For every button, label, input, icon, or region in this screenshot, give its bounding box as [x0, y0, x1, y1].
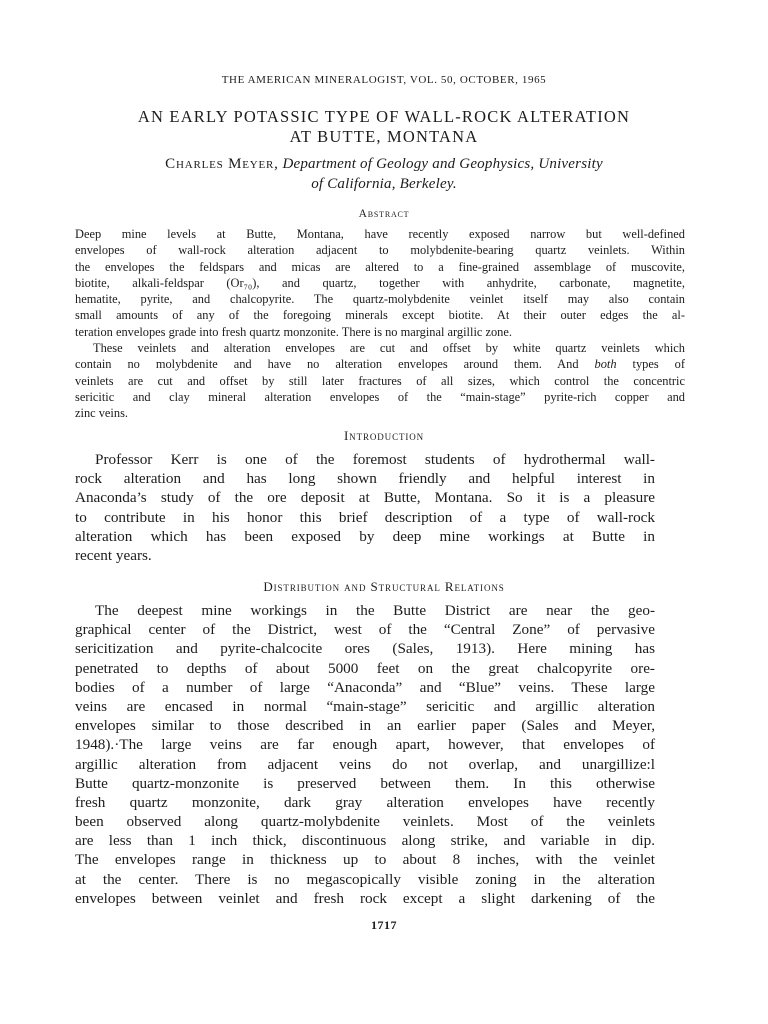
distribution-line: sericitization and pyrite-chalcocite ores (Sales, 1913). Here mining has: [75, 640, 655, 658]
affiliation-line-2: of California, Berkeley.: [311, 176, 457, 192]
distribution-line: been observed along quartz-molybdenite veinlets. Most of the veinlets: [75, 813, 655, 831]
running-head: THE AMERICAN MINERALOGIST, VOL. 50, OCTOBER, 1965: [221, 74, 547, 86]
intro-line: Professor Kerr is one of the foremost students of hydrothermal wall-: [95, 451, 655, 468]
distribution-text: [75, 601, 655, 908]
abstract-line: envelopes of wall-rock alteration adjacent to molybdenite-bearing quartz veinlets. Within: [75, 243, 685, 258]
abstract-line: Deep mine levels at Butte, Montana, have recently exposed narrow but well-defined: [75, 227, 685, 241]
distribution-line: at the center. There is no megascopically visible zoning in the alteration: [75, 870, 655, 888]
abstract-line-with-emphasis: [75, 356, 685, 372]
abstract-heading: Abstract: [358, 208, 410, 220]
intro-line: alteration which has been exposed by deep mine workings at Butte in: [75, 527, 655, 545]
author-block: [0, 154, 768, 194]
distribution-line: veins are encased in normal “main-stage” sericitic and argillic alteration: [75, 697, 655, 715]
abstract-line: hematite, pyrite, and chalcopyrite. The quartz-molybdenite veinlet itself may also contain: [75, 292, 685, 307]
abstract-line: These veinlets and alteration envelopes are cut and offset by white quartz veinlets which: [93, 341, 685, 356]
intro-line: recent years.: [75, 546, 152, 564]
distribution-line: graphical center of the District, west of the “Central Zone” of pervasive: [75, 621, 655, 639]
intro-line: rock alteration and has long shown friendly and helpful interest in: [75, 470, 655, 488]
distribution-line: 1948).·The large veins are far enough apart, however, that envelopes of: [75, 736, 655, 754]
abstract-line: small amounts of any of the foregoing minerals except biotite. At their outer edges the al-: [75, 308, 685, 323]
intro-line: Anaconda’s study of the ore deposit at Butte, Montana. So it is a pleasure: [75, 489, 655, 507]
distribution-line: envelopes between veinlet and fresh rock except a slight darkening of the: [75, 889, 655, 907]
distribution-line: are less than 1 inch thick, discontinuous along strike, and variable in dip.: [75, 832, 655, 850]
distribution-line: fresh quartz monzonite, dark gray alteration envelopes have recently: [75, 793, 655, 811]
title-line-2: AT BUTTE, MONTANA: [289, 127, 479, 146]
title-line-1: AN EARLY POTASSIC TYPE OF WALL-ROCK ALTERATION: [137, 107, 631, 126]
author-name: Charles Meyer,: [165, 156, 279, 172]
abstract-line: sericitic and clay mineral alteration envelopes of the “main-stage” pyrite-rich copper and: [75, 389, 685, 404]
distribution-heading: Distribution and Structural Relations: [263, 579, 505, 594]
abstract-line-9-head: contain no molybdenite and have no alteration envelopes around them. And: [75, 357, 579, 372]
abstract-line: veinlets are cut and offset by still later fractures of all sizes, which control the concentric: [75, 373, 685, 388]
abstract-line: zinc veins.: [75, 406, 128, 421]
page-number: 1717: [371, 918, 397, 932]
abstract-line: the envelopes the feldspars and micas are altered to a fine-grained assemblage of muscovite,: [75, 259, 685, 274]
intro-line: to contribute in his honor this brief description of a type of wall-rock: [75, 508, 655, 526]
introduction-heading: Introduction: [343, 428, 425, 443]
distribution-line: argillic alteration from adjacent veins do not overlap, and unargillize:l: [75, 755, 655, 773]
abstract-line: teration envelopes grade into fresh quartz monzonite. There is no marginal argillic zone.: [75, 324, 512, 339]
abstract-text: [75, 226, 685, 422]
article-title: [0, 107, 768, 147]
distribution-line: The deepest mine workings in the Butte District are near the geo-: [95, 602, 655, 619]
introduction-text: [75, 450, 655, 565]
distribution-line: envelopes similar to those described in an earlier paper (Sales and Meyer,: [75, 717, 655, 735]
author-line-2: [0, 174, 768, 194]
distribution-line: The envelopes range in thickness up to about 8 inches, with the veinlet: [75, 851, 655, 869]
emphasis-both: both: [594, 357, 617, 372]
abstract-line-9-tail: types of: [632, 357, 685, 372]
distribution-line: bodies of a number of large “Anaconda” and “Blue” veins. These large: [75, 678, 655, 696]
affiliation-line-1: Department of Geology and Geophysics, University: [282, 156, 603, 172]
abstract-line: biotite, alkali-feldspar (Or₇₀), and quartz, together with anhydrite, carbonate, magnetite,: [75, 275, 685, 290]
distribution-line: penetrated to depths of about 5000 feet on the great chalcopyrite ore-: [75, 659, 655, 677]
distribution-line: Butte quartz-monzonite is preserved between them. In this otherwise: [75, 774, 655, 792]
author-line-1: [0, 154, 768, 174]
